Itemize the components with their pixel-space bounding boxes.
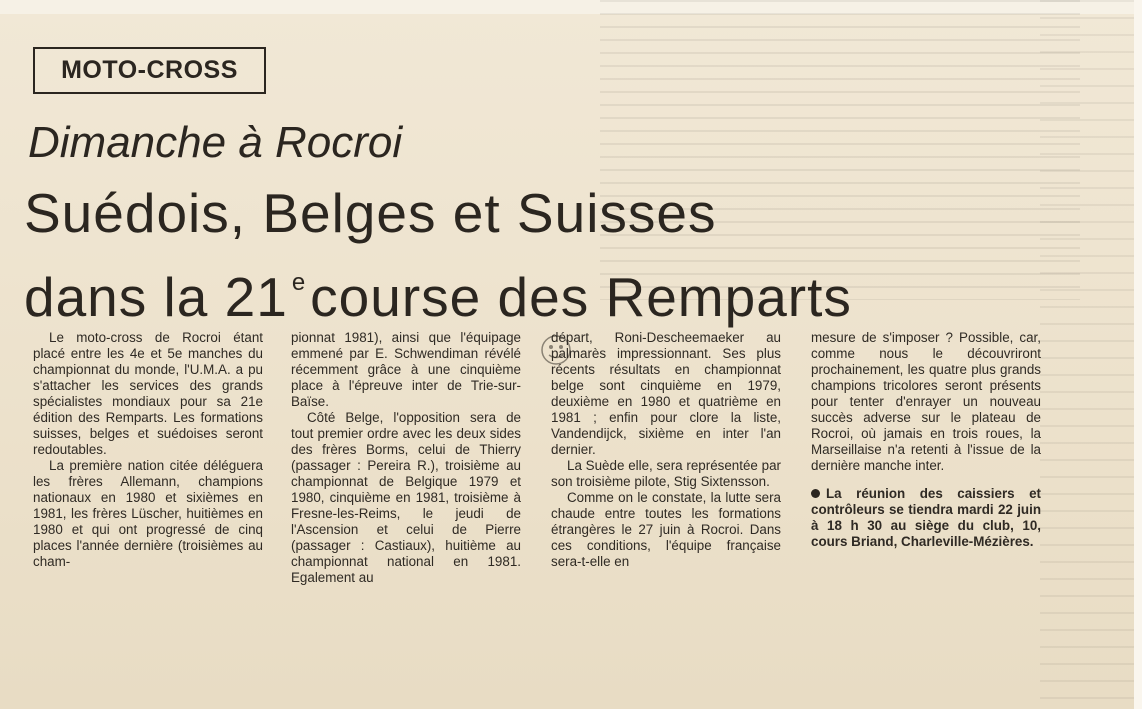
headline — [24, 178, 852, 332]
article-column-4 — [811, 330, 1041, 550]
bullet-icon — [811, 489, 820, 498]
paragraph: mesure de s'imposer ? Possible, car, comme nous le découvriront prochainement, les quatre plus grands champions tricolores seront présents pour tenter d'enrayer un nouveau succès adverse sur le plateau de Rocroi, où jamais en trois roues, la Marseillaise n'a retenti à l'issue de la dernière manche inter. — [811, 330, 1041, 473]
article-column-3 — [551, 330, 781, 570]
show-through-text-right — [1040, 0, 1142, 709]
paragraph: Côté Belge, l'opposition sera de tout premier ordre avec les deux sides des frères Borms, celui de Thierry (passager : Pereira R.), troisième au championnat de Belgique 1979 et 1980, cinquième en 1981, troisième à Fresne-les-Reims, le jeudi de l'Ascension et celui de Pierre (passager : Castiaux), huitième au championnat national en 1981. Egalement au — [291, 410, 521, 585]
headline-line-2-start: dans la 21 — [24, 266, 288, 328]
article-column-1 — [33, 330, 263, 570]
club-notice-text: La réunion des caissiers et contrôleurs se tiendra mardi 22 juin à 18 h 30 au siège du club, 10, cours Briand, Charleville-Mézières. — [811, 486, 1041, 549]
kicker-title: Dimanche à Rocroi — [28, 118, 403, 167]
paragraph: pionnat 1981), ainsi que l'équipage emmené par E. Schwendiman révélé récemment grâce à une cinquième place à l'épreuve inter de Trie-sur-Baïse. — [291, 330, 521, 409]
paper-edge — [1134, 0, 1142, 709]
paragraph: départ, Roni-Descheemaeker au palmarès impressionnant. Ses plus récents résultats en championnat belge sont cinquième en 1979, deuxième en 1980 et quatrième en 1981 ; enfin pour clore la liste, Vandendijck, sixième en inter l'an dernier. — [551, 330, 781, 457]
headline-line-2-end: course des Remparts — [310, 266, 852, 328]
headline-line-2 — [24, 248, 852, 332]
article-column-2 — [291, 330, 521, 586]
paragraph: Comme on le constate, la lutte sera chaude entre toutes les formations étrangères le 27 juin à Rocroi. Dans ces conditions, l'équipe française sera-t-elle en — [551, 490, 781, 569]
paragraph: La première nation citée déléguera les frères Allemann, champions nationaux en 1980 et sixièmes en 1981, les frères Lüscher, huitièmes en 1980 et qui ont progressé de cinq places l'année dernière (troisièmes au cham- — [33, 458, 263, 569]
headline-superscript: e — [291, 269, 307, 296]
headline-line-1: Suédois, Belges et Suisses — [24, 182, 717, 244]
club-notice — [811, 486, 1041, 550]
paragraph: La Suède elle, sera représentée par son troisième pilote, Stig Sixtensson. — [551, 458, 781, 489]
section-rubric: MOTO-CROSS — [33, 47, 266, 94]
paragraph: Le moto-cross de Rocroi étant placé entre les 4e et 5e manches du championnat du monde, l'U.M.A. a pu s'attacher les services des grands spécialistes mondiaux pour sa 21e édition des Remparts. Les formations suisses, belges et suédoises seront redoutables. — [33, 330, 263, 457]
